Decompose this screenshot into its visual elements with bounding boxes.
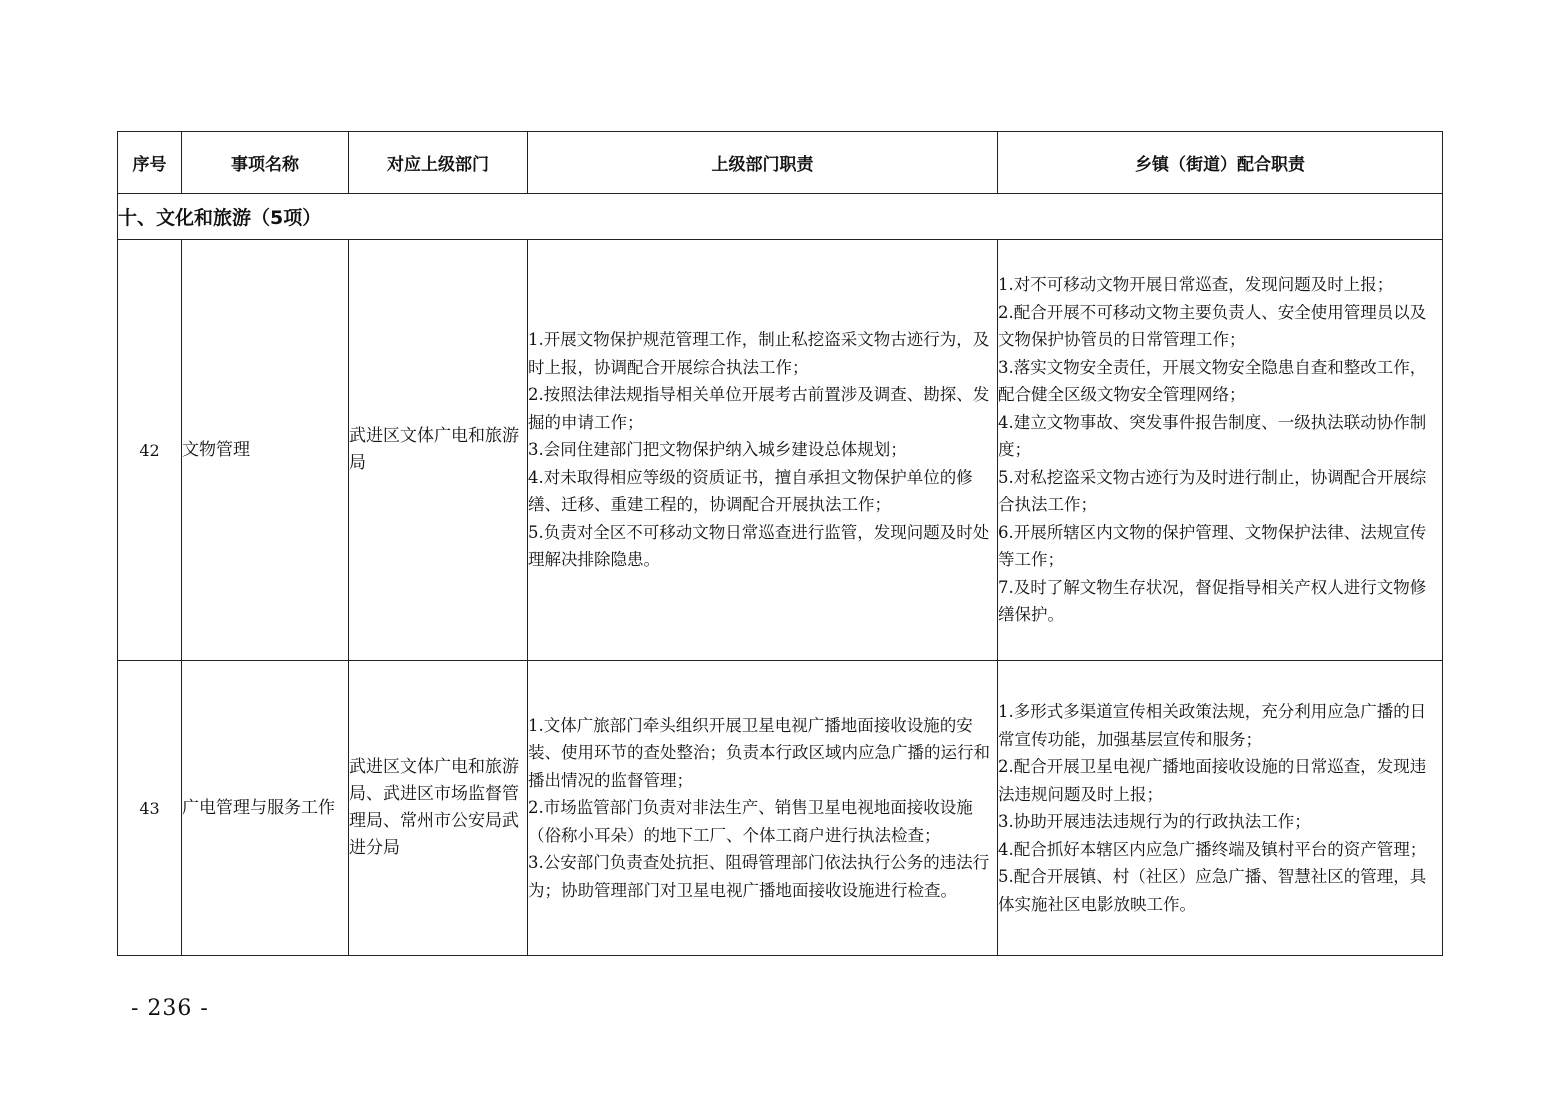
table-row <box>118 661 1443 956</box>
duty-line: 1.文体广旅部门牵头组织开展卫星电视广播地面接收设施的安装、使用环节的查处整治；负责本行政区域内应急广播的运行和播出情况的监督管理； <box>528 715 990 790</box>
department: 武进区文体广电和旅游局 <box>349 240 528 661</box>
duty-line: 1.对不可移动文物开展日常巡查，发现问题及时上报； <box>998 275 1394 295</box>
duty-line: 7.及时了解文物生存状况，督促指导相关产权人进行文物修缮保护。 <box>998 577 1427 625</box>
superior-duties-cell <box>528 661 998 956</box>
section-row <box>118 194 1443 240</box>
department: 武进区文体广电和旅游局、武进区市场监督管理局、常州市公安局武进分局 <box>349 661 528 956</box>
duty-line: 4.建立文物事故、突发事件报告制度、一级执法联动协作制度； <box>998 412 1427 460</box>
section-title: 十、文化和旅游（5项） <box>118 194 1443 240</box>
header-township-duties: 乡镇（街道）配合职责 <box>998 132 1443 194</box>
township-duties-cell <box>998 661 1443 956</box>
header-department: 对应上级部门 <box>349 132 528 194</box>
header-number: 序号 <box>118 132 182 194</box>
duty-line: 4.对未取得相应等级的资质证书，擅自承担文物保护单位的修缮、迁移、重建工程的，协调配合开展执法工作； <box>528 467 973 515</box>
duty-line: 5.负责对全区不可移动文物日常巡查进行监管，发现问题及时处理解决排除隐患。 <box>528 522 990 570</box>
header-row <box>118 132 1443 194</box>
duty-line: 5.对私挖盗采文物古迹行为及时进行制止，协调配合开展综合执法工作； <box>998 467 1427 515</box>
duty-line: 4.配合抓好本辖区内应急广播终端及镇村平台的资产管理； <box>998 839 1427 859</box>
duty-line: 2.按照法律法规指导相关单位开展考古前置涉及调查、勘探、发掘的申请工作； <box>528 385 990 432</box>
duty-line: 3.协助开展违法违规行为的行政执法工作； <box>998 812 1311 831</box>
header-item-name: 事项名称 <box>182 132 349 194</box>
duty-line: 5.配合开展镇、村（社区）应急广播、智慧社区的管理，具体实施社区电影放映工作。 <box>998 867 1427 914</box>
duty-line: 2.配合开展不可移动文物主要负责人、安全使用管理员以及文物保护协管员的日常管理工作； <box>998 302 1427 350</box>
duty-line: 1.多形式多渠道宣传相关政策法规，充分利用应急广播的日常宣传功能，加强基层宣传和服务； <box>998 702 1427 749</box>
page-number: - 236 - <box>131 996 209 1021</box>
duty-table <box>117 131 1443 956</box>
duty-line: 2.市场监管部门负责对非法生产、销售卫星电视地面接收设施（俗称小耳朵）的地下工厂、个体工商户进行执法检查； <box>528 798 973 845</box>
row-number: 43 <box>118 661 182 956</box>
duty-line: 2.配合开展卫星电视广播地面接收设施的日常巡查，发现违法违规问题及时上报； <box>998 757 1427 804</box>
duty-line: 3.公安部门负责查处抗拒、阻碍管理部门依法执行公务的违法行为；协助管理部门对卫星电视广播地面接收设施进行检查。 <box>528 853 990 900</box>
superior-duties-cell <box>528 240 998 661</box>
row-number: 42 <box>118 240 182 661</box>
township-duties-cell <box>998 240 1443 661</box>
header-superior-duties: 上级部门职责 <box>528 132 998 194</box>
table-row <box>118 240 1443 661</box>
item-name: 广电管理与服务工作 <box>182 661 349 956</box>
duty-line: 3.落实文物安全责任，开展文物安全隐患自查和整改工作，配合健全区级文物安全管理网络； <box>998 357 1427 405</box>
duty-line: 6.开展所辖区内文物的保护管理、文物保护法律、法规宣传等工作； <box>998 522 1427 570</box>
duty-line: 3.会同住建部门把文物保护纳入城乡建设总体规划； <box>528 440 907 460</box>
item-name: 文物管理 <box>182 240 349 661</box>
duty-line: 1.开展文物保护规范管理工作，制止私挖盗采文物古迹行为，及时上报，协调配合开展综合执法工作； <box>528 330 990 377</box>
